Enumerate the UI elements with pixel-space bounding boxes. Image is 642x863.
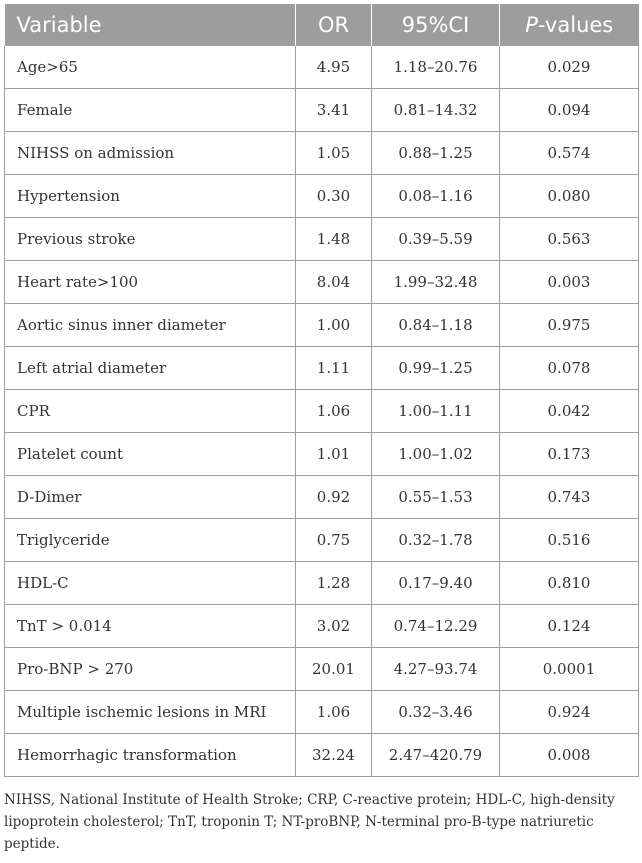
cell-ci: 0.81–14.32 (372, 89, 500, 132)
cell-p-value: 0.080 (500, 175, 639, 218)
table-row (5, 132, 639, 175)
cell-ci: 0.74–12.29 (372, 605, 500, 648)
header-p-values (500, 4, 639, 46)
cell-variable: Triglyceride (5, 519, 296, 562)
table-row (5, 390, 639, 433)
cell-p-value: 0.173 (500, 433, 639, 476)
cell-or: 1.01 (296, 433, 372, 476)
odds-ratio-table (4, 4, 639, 777)
cell-p-value: 0.975 (500, 304, 639, 347)
cell-ci: 0.32–1.78 (372, 519, 500, 562)
cell-or: 1.05 (296, 132, 372, 175)
cell-ci: 0.17–9.40 (372, 562, 500, 605)
cell-or: 1.11 (296, 347, 372, 390)
cell-or: 32.24 (296, 734, 372, 777)
cell-variable: Previous stroke (5, 218, 296, 261)
table-row (5, 691, 639, 734)
cell-or: 1.48 (296, 218, 372, 261)
cell-variable: CPR (5, 390, 296, 433)
table-row (5, 433, 639, 476)
cell-ci: 1.00–1.02 (372, 433, 500, 476)
cell-variable: Age>65 (5, 46, 296, 89)
cell-variable: TnT > 0.014 (5, 605, 296, 648)
table-row (5, 519, 639, 562)
table-row (5, 46, 639, 89)
header-p-suffix: -values (537, 13, 614, 37)
cell-ci: 1.18–20.76 (372, 46, 500, 89)
cell-ci: 4.27–93.74 (372, 648, 500, 691)
cell-or: 8.04 (296, 261, 372, 304)
cell-p-value: 0.094 (500, 89, 639, 132)
cell-variable: Pro-BNP > 270 (5, 648, 296, 691)
cell-ci: 0.08–1.16 (372, 175, 500, 218)
cell-p-value: 0.516 (500, 519, 639, 562)
cell-variable: Heart rate>100 (5, 261, 296, 304)
table-container (4, 4, 638, 855)
table-row (5, 175, 639, 218)
cell-ci: 1.99–32.48 (372, 261, 500, 304)
cell-or: 1.28 (296, 562, 372, 605)
cell-variable: Aortic sinus inner diameter (5, 304, 296, 347)
table-row (5, 261, 639, 304)
cell-p-value: 0.042 (500, 390, 639, 433)
cell-p-value: 0.810 (500, 562, 639, 605)
cell-ci: 0.32–3.46 (372, 691, 500, 734)
cell-or: 3.41 (296, 89, 372, 132)
cell-or: 0.75 (296, 519, 372, 562)
cell-variable: HDL-C (5, 562, 296, 605)
cell-variable: Hemorrhagic transformation (5, 734, 296, 777)
cell-or: 1.00 (296, 304, 372, 347)
cell-p-value: 0.924 (500, 691, 639, 734)
table-row (5, 347, 639, 390)
cell-or: 0.92 (296, 476, 372, 519)
table-row (5, 304, 639, 347)
cell-ci: 0.39–5.59 (372, 218, 500, 261)
cell-variable: D-Dimer (5, 476, 296, 519)
cell-ci: 1.00–1.11 (372, 390, 500, 433)
table-row (5, 89, 639, 132)
table-footnote: NIHSS, National Institute of Health Stroke; CRP, C-reactive protein; HDL-C, high-density lipoprotein cholesterol; TnT, troponin T; NT-proBNP, N-terminal pro-B-type natriuretic peptide. (4, 792, 615, 852)
table-row (5, 476, 639, 519)
header-p-prefix: P (525, 13, 538, 37)
cell-variable: Female (5, 89, 296, 132)
table-header-row (5, 4, 639, 46)
cell-p-value: 0.0001 (500, 648, 639, 691)
cell-variable: Hypertension (5, 175, 296, 218)
table-row (5, 648, 639, 691)
header-ci: 95%CI (372, 4, 500, 46)
cell-ci: 0.88–1.25 (372, 132, 500, 175)
cell-variable: Multiple ischemic lesions in MRI (5, 691, 296, 734)
cell-p-value: 0.029 (500, 46, 639, 89)
cell-or: 0.30 (296, 175, 372, 218)
header-variable: Variable (5, 4, 296, 46)
table-row (5, 605, 639, 648)
cell-ci: 0.55–1.53 (372, 476, 500, 519)
cell-p-value: 0.008 (500, 734, 639, 777)
table-row (5, 562, 639, 605)
cell-or: 1.06 (296, 390, 372, 433)
cell-or: 20.01 (296, 648, 372, 691)
cell-p-value: 0.003 (500, 261, 639, 304)
header-or: OR (296, 4, 372, 46)
table-row (5, 734, 639, 777)
cell-ci: 0.99–1.25 (372, 347, 500, 390)
cell-ci: 0.84–1.18 (372, 304, 500, 347)
cell-variable: Platelet count (5, 433, 296, 476)
cell-ci: 2.47–420.79 (372, 734, 500, 777)
cell-or: 3.02 (296, 605, 372, 648)
cell-p-value: 0.563 (500, 218, 639, 261)
cell-variable: NIHSS on admission (5, 132, 296, 175)
cell-p-value: 0.124 (500, 605, 639, 648)
cell-p-value: 0.743 (500, 476, 639, 519)
table-body (5, 46, 639, 777)
table-row (5, 218, 639, 261)
cell-or: 4.95 (296, 46, 372, 89)
cell-p-value: 0.574 (500, 132, 639, 175)
cell-variable: Left atrial diameter (5, 347, 296, 390)
cell-p-value: 0.078 (500, 347, 639, 390)
cell-or: 1.06 (296, 691, 372, 734)
